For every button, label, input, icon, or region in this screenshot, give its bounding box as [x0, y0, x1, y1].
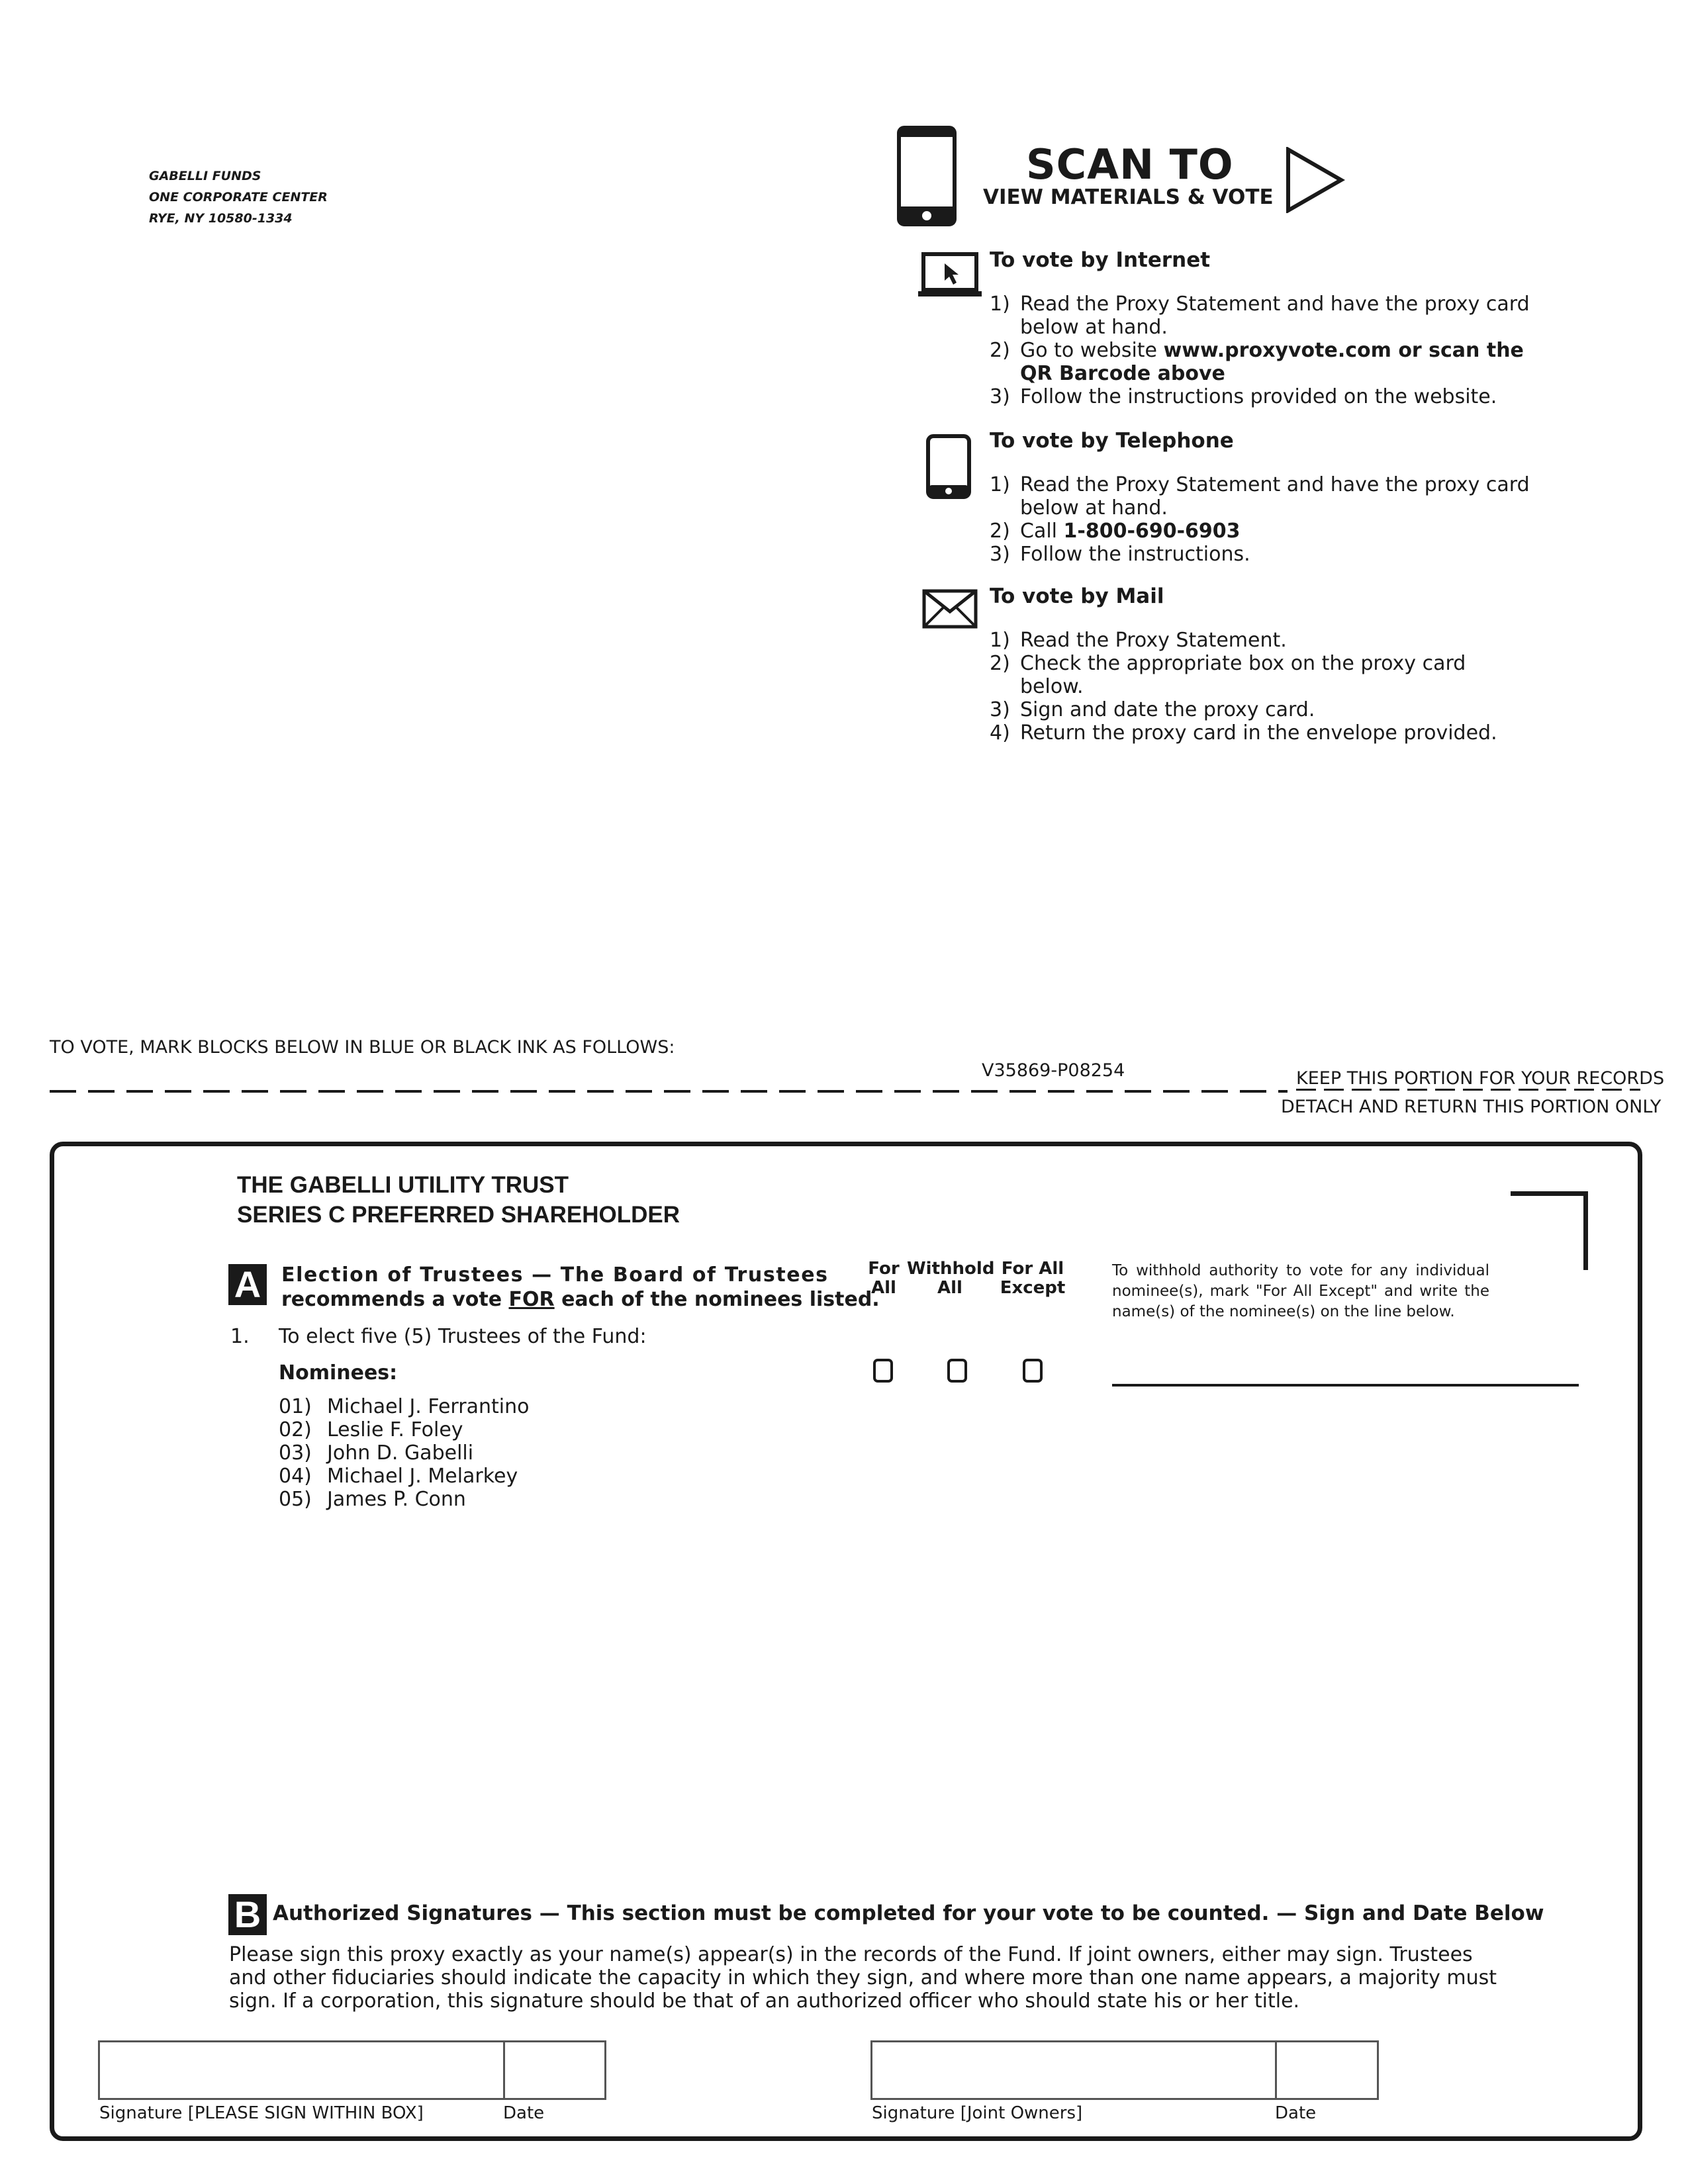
nominees-heading: Nominees:	[279, 1361, 398, 1385]
proposal-1: 1. To elect five (5) Trustees of the Fund:	[230, 1325, 647, 1348]
telephone-steps	[990, 473, 1532, 566]
keep-portion-label: KEEP THIS PORTION FOR YOUR RECORDS	[1296, 1068, 1665, 1089]
list-item: 3) Follow the instructions provided on the website.	[990, 385, 1497, 408]
except-nominee-write-line[interactable]	[1112, 1384, 1579, 1387]
ink-instructions: TO VOTE, MARK BLOCKS BELOW IN BLUE OR BLACK INK AS FOLLOWS:	[50, 1037, 675, 1058]
list-item: 1) Read the Proxy Statement and have the proxy card below at hand.	[990, 473, 1530, 520]
telephone-heading: To vote by Telephone	[990, 429, 1234, 453]
signature-box-2-divider	[1275, 2042, 1277, 2098]
corner-mark	[1511, 1191, 1588, 1270]
section-b-badge: B	[228, 1894, 267, 1935]
list-item: 05) James P. Conn	[279, 1488, 466, 1511]
for-all-except-checkbox[interactable]	[1023, 1359, 1043, 1383]
envelope-icon	[922, 589, 978, 629]
section-b-heading: Authorized Signatures — This section must be completed for your vote to be counted. — Sign and Date Below	[273, 1901, 1544, 1925]
list-item: 4) Return the proxy card in the envelope provided.	[990, 721, 1497, 745]
signature-1-label: Signature [PLEASE SIGN WITHIN BOX]	[99, 2103, 424, 2123]
smartphone-icon	[897, 126, 957, 226]
return-address	[149, 165, 328, 229]
signature-instructions: Please sign this proxy exactly as your name(s) appear(s) in the records of the Fund. If joint owners, either may sign. Trustees and other fiduciaries should indicate the capacity in which they sign, and where more than one name appears, a majority must sign. If a corporation, this signature should be that of an authorized officer who should state his or her title.	[229, 1943, 1497, 2013]
section-a-heading: Election of Trustees — The Board of Trustees recommends a vote FOR each of the nominees listed.	[281, 1263, 880, 1311]
nominees-list	[279, 1395, 529, 1511]
date-1-label: Date	[503, 2103, 545, 2123]
column-for-all-except: For All Except	[1000, 1259, 1066, 1298]
laptop-icon	[917, 251, 983, 299]
list-item: 02) Leslie F. Foley	[279, 1418, 463, 1441]
withhold-all-checkbox[interactable]	[947, 1359, 967, 1383]
list-item: 2) Call 1-800-690-6903	[990, 520, 1241, 543]
scan-subtitle: VIEW MATERIALS & VOTE	[983, 185, 1274, 209]
list-item: 1) Read the Proxy Statement.	[990, 629, 1287, 652]
signature-2-label: Signature [Joint Owners]	[872, 2103, 1083, 2123]
signature-box-2[interactable]	[870, 2040, 1379, 2100]
control-number: V35869-P08254	[982, 1060, 1125, 1081]
detach-portion-label: DETACH AND RETURN THIS PORTION ONLY	[1281, 1097, 1662, 1117]
phone-icon	[925, 433, 972, 500]
list-item: 3) Sign and date the proxy card.	[990, 698, 1315, 721]
internet-steps	[990, 293, 1532, 408]
mail-heading: To vote by Mail	[990, 584, 1164, 608]
proxyvote-link[interactable]: www.proxyvote.com or scan the QR Barcode above	[1020, 339, 1524, 385]
column-withhold-all: Withhold All	[907, 1259, 995, 1298]
list-item: 2) Go to website www.proxyvote.com or scan the QR Barcode above	[990, 339, 1524, 385]
play-arrow-icon	[1286, 147, 1345, 213]
keep-dashed-underline	[1296, 1089, 1640, 1091]
internet-heading: To vote by Internet	[990, 248, 1211, 272]
for-all-checkbox[interactable]	[873, 1359, 893, 1383]
withhold-instructions: To withhold authority to vote for any individual nominee(s), mark "For All Except" and write the name(s) of the nominee(s) on the line below.	[1112, 1262, 1489, 1320]
fund-name-line-1: THE GABELLI UTILITY TRUST	[237, 1172, 569, 1198]
mail-steps	[990, 629, 1532, 745]
address-line-2: ONE CORPORATE CENTER	[149, 190, 328, 205]
fund-name-line-2: SERIES C PREFERRED SHAREHOLDER	[237, 1202, 680, 1228]
date-2-label: Date	[1275, 2103, 1317, 2123]
list-item: 1) Read the Proxy Statement and have the proxy card below at hand.	[990, 293, 1530, 339]
address-line-1: GABELLI FUNDS	[149, 169, 261, 183]
list-item: 01) Michael J. Ferrantino	[279, 1395, 530, 1418]
list-item: 3) Follow the instructions.	[990, 543, 1250, 566]
address-line-3: RYE, NY 10580-1334	[149, 211, 293, 226]
list-item: 03) John D. Gabelli	[279, 1441, 474, 1465]
scan-title: SCAN TO	[1026, 140, 1234, 189]
fund-name	[237, 1170, 680, 1230]
list-item: 2) Check the appropriate box on the proxy card below.	[990, 652, 1466, 698]
signature-box-1-divider	[503, 2042, 505, 2098]
section-a-badge: A	[228, 1264, 267, 1305]
column-for-all: For All	[868, 1259, 900, 1298]
detach-dashed-line	[50, 1090, 1288, 1093]
signature-box-1[interactable]	[98, 2040, 606, 2100]
list-item: 04) Michael J. Melarkey	[279, 1465, 518, 1488]
phone-number[interactable]: 1-800-690-6903	[1063, 520, 1241, 543]
